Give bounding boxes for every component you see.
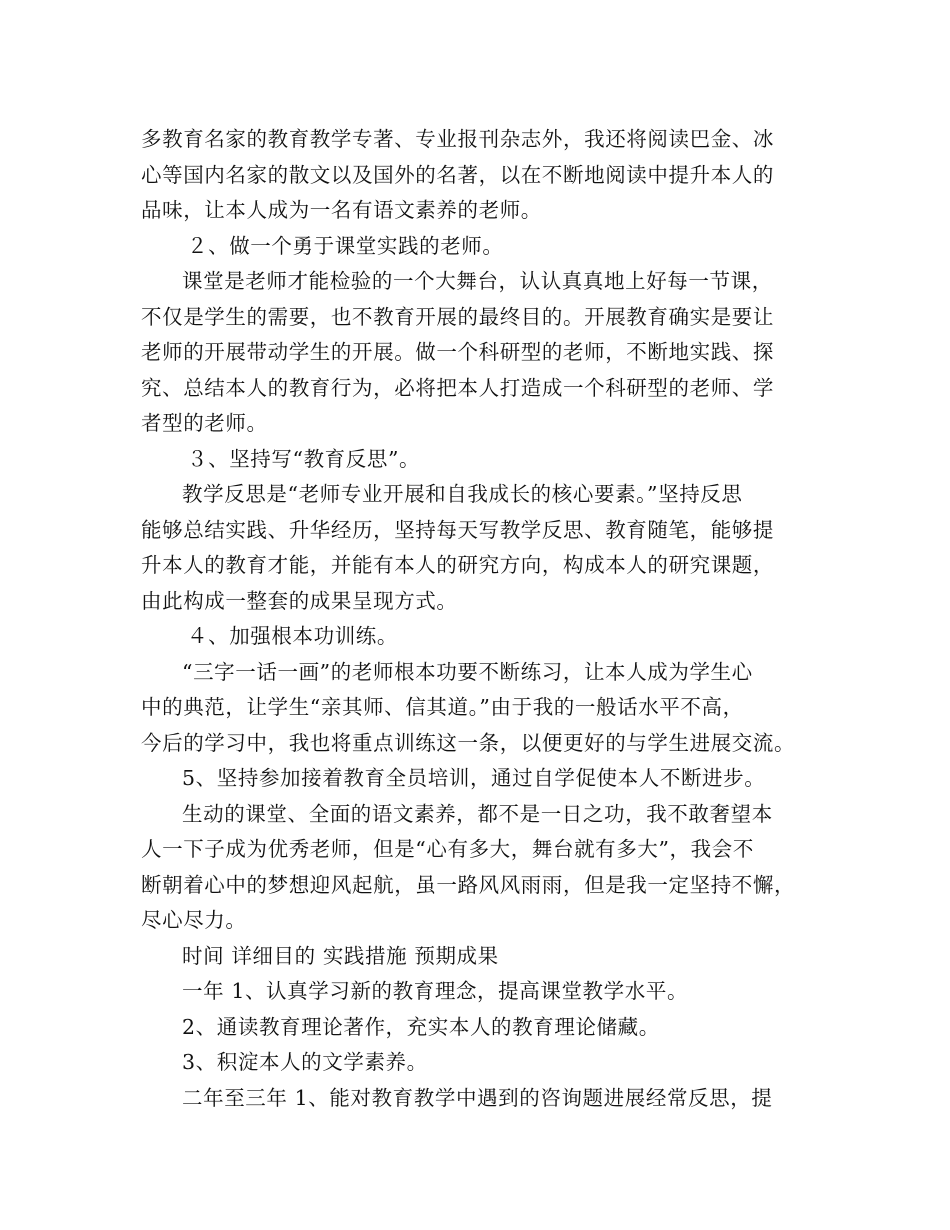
section-heading: ２、做一个勇于课堂实践的老师。	[187, 233, 504, 258]
text-line: 究、总结本人的教育行为，必将把本人打造成一个科研型的老师、学	[141, 375, 774, 400]
text-line: 者型的老师。	[141, 411, 268, 435]
text-line: 品味，让本人成为一名有语文素养的老师。	[141, 198, 542, 222]
table-header-line: 时间 详细目的 实践措施 预期成果	[182, 943, 499, 968]
section-heading: ３、坚持写“教育反思”。	[187, 446, 421, 471]
text-line: 升本人的教育才能，并能有本人的研究方向，构成本人的研究课题，	[141, 553, 774, 577]
text-line: “三字一话一画”的老师根本功要不断练习，让本人成为学生心	[182, 659, 753, 684]
text-line: 教学反思是“老师专业开展和自我成长的核心要素。”坚持反思	[182, 482, 743, 506]
text-line: 课堂是老师才能检验的一个大舞台，认认真真地上好每一节课，	[182, 269, 773, 293]
section-heading: 5、坚持参加接着教育全员培训，通过自学促使本人不断进步。	[182, 766, 766, 790]
text-line: 今后的学习中，我也将重点训练这一条，以便更好的与学生进展交流。	[141, 730, 796, 755]
text-line: 老师的开展带动学生的开展。做一个科研型的老师，不断地实践、探	[141, 340, 774, 364]
text-line: 多教育名家的教育教学专著、专业报刊杂志外，我还将阅读巴金、冰	[141, 127, 774, 151]
plan-item-line: 2、通读教育理论著作，充实本人的教育理论储藏。	[182, 1014, 660, 1039]
text-line: 人一下子成为优秀老师，但是“心有多大，舞台就有多大”，我会不	[141, 837, 754, 861]
text-line: 由此构成一整套的成果呈现方式。	[141, 588, 458, 613]
section-heading: ４、加强根本功训练。	[187, 624, 398, 648]
text-line: 断朝着心中的梦想迎风起航，虽一路风风雨雨，但是我一定坚持不懈，	[141, 872, 796, 897]
plan-item-line: 3、积淀本人的文学素养。	[182, 1050, 428, 1074]
text-line: 尽心尽力。	[141, 908, 247, 932]
document-body	[141, 122, 821, 1116]
plan-item-line: 一年 1、认真学习新的教育理念，提高课堂教学水平。	[182, 979, 689, 1003]
plan-item-line: 二年至三年 1、能对教育教学中遇到的咨询题进展经常反思，提	[182, 1085, 773, 1110]
text-line: 心等国内名家的散文以及国外的名著，以在不断地阅读中提升本人的	[141, 162, 774, 187]
text-line: 不仅是学生的需要，也不教育开展的最终目的。开展教育确实是要让	[141, 304, 774, 329]
text-line: 生动的课堂、全面的语文素养，都不是一日之功，我不敢奢望本	[182, 801, 773, 826]
text-line: 中的典范，让学生“亲其师、信其道。”由于我的一般话水平不高，	[141, 695, 744, 719]
text-line: 能够总结实践、升华经历，坚持每天写教学反思、教育随笔，能够提	[141, 517, 774, 542]
